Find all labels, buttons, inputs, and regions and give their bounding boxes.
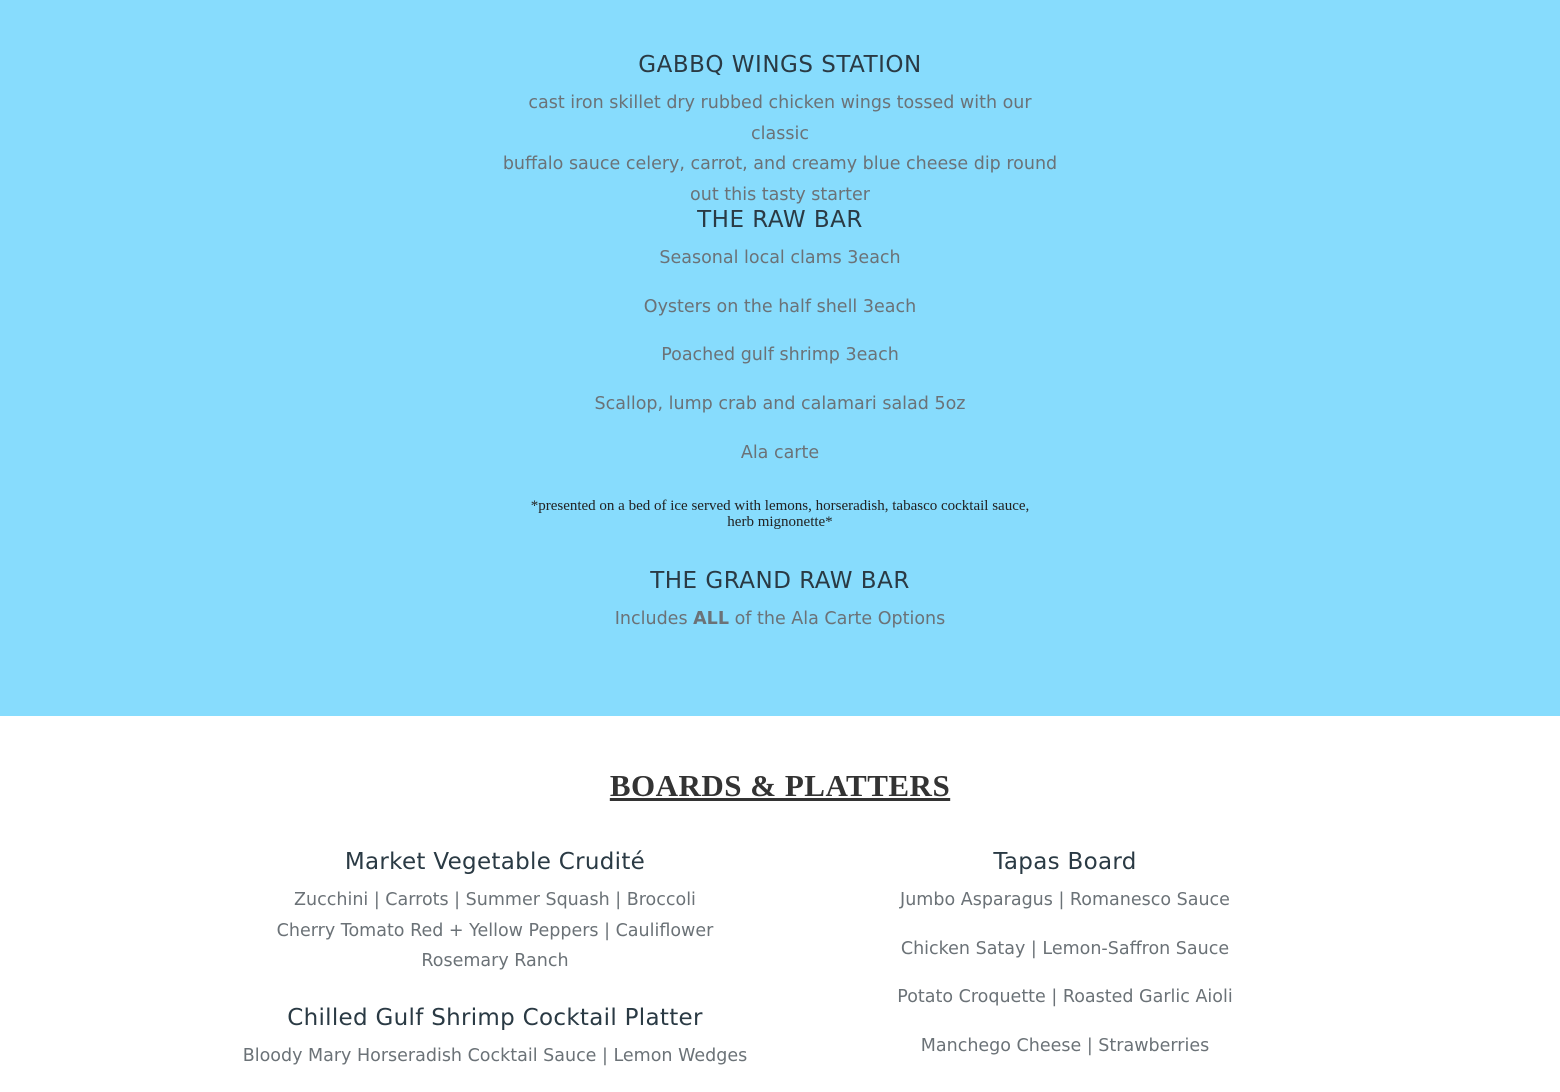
raw-bar-item: Poached gulf shrimp 3each [661,345,899,365]
raw-bar-note [500,498,1060,530]
tapas-item: Potato Croquette | Roasted Garlic Aioli [897,987,1233,1007]
raw-bar-title: THE RAW BAR [697,207,863,233]
grand-raw-bar-description [500,604,1060,635]
shrimp-cocktail-title: Chilled Gulf Shrimp Cocktail Platter [287,1005,703,1031]
shrimp-cocktail-line: Bloody Mary Horseradish Cocktail Sauce | Lemon Wedges [242,1046,748,1066]
grand-raw-bar-text-after: of the Ala Carte Options [729,609,946,629]
raw-bar-item: Ala carte [740,443,820,463]
raw-bar-note-line: herb mignonette* [727,514,833,530]
boards-platters-title: BOARDS & PLATTERS [609,768,951,803]
tapas-board-title: Tapas Board [993,849,1137,875]
crudite-lines [210,885,780,977]
raw-bar-item: Oysters on the half shell 3each [643,297,917,317]
crudite-line: Cherry Tomato Red + Yellow Peppers | Cauliflower [276,920,714,941]
raw-bar-note-line: *presented on a bed of ice served with lemons, horseradish, tabasco cocktail sauce, [530,498,1030,514]
raw-bar-block [500,207,1060,233]
grand-raw-bar-block [500,568,1060,594]
wings-station-title: GABBQ WINGS STATION [638,52,922,78]
tapas-item: Manchego Cheese | Strawberries [920,1036,1210,1056]
grand-raw-bar-text-before: Includes [614,609,694,629]
shrimp-cocktail-lines [210,1041,780,1072]
raw-bar-item: Scallop, lump crab and calamari salad 5oz [594,394,966,414]
shrimp-cocktail-block [210,1005,780,1031]
wings-description-line: out this tasty starter [690,184,870,205]
tapas-item: Jumbo Asparagus | Romanesco Sauce [900,890,1230,910]
crudite-line: Rosemary Ranch [421,951,569,971]
wings-station-block [500,52,1060,210]
crudite-line: Zucchini | Carrots | Summer Squash | Broccoli [294,890,696,910]
grand-raw-bar-title: THE GRAND RAW BAR [650,568,910,594]
raw-bar-item: Seasonal local clams 3each [659,248,901,268]
grand-raw-bar-text-bold: ALL [693,609,729,629]
tapas-item: Chicken Satay | Lemon-Saffron Sauce [900,939,1230,959]
crudite-block [210,849,780,875]
wings-description-line: buffalo sauce celery, carrot, and creamy blue cheese dip round [502,154,1058,174]
wings-description-line: cast iron skillet dry rubbed chicken wings tossed with our classic [528,93,1032,144]
tapas-board-block [780,849,1350,875]
crudite-title: Market Vegetable Crudité [344,849,646,875]
